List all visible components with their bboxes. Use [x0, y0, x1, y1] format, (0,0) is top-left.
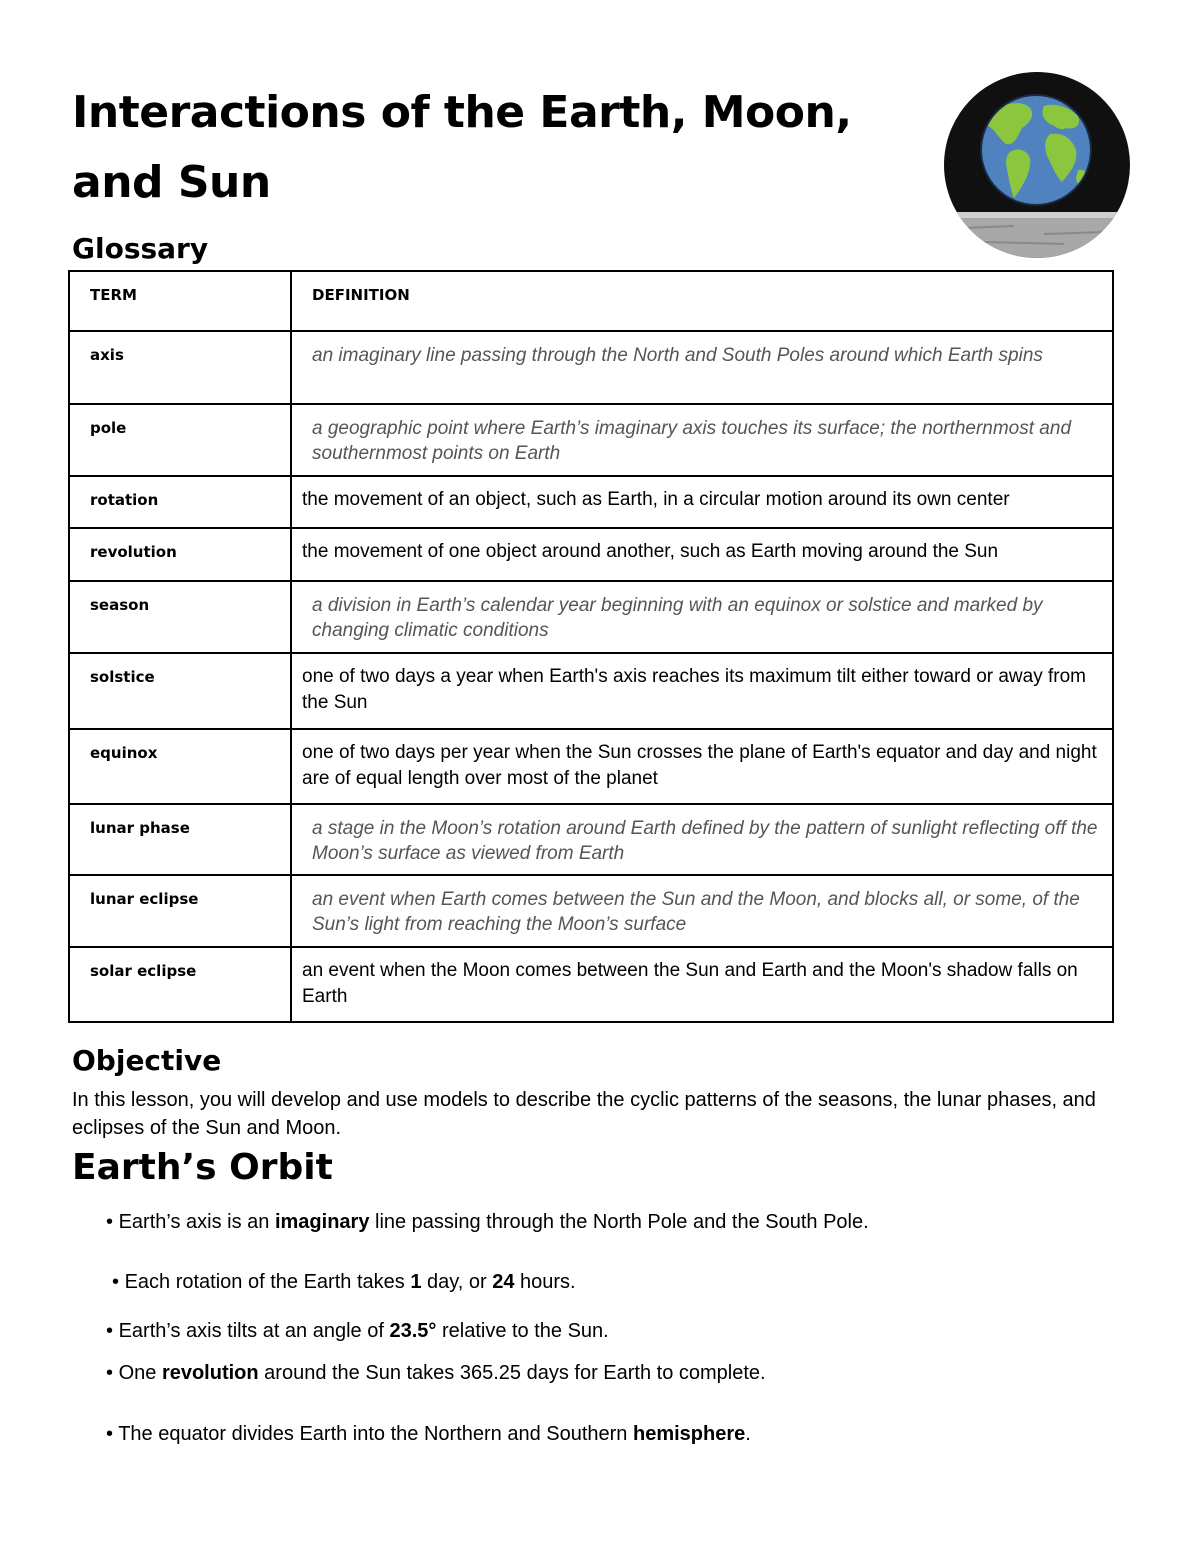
table-row — [69, 404, 1113, 476]
column-header-term: TERM — [69, 271, 291, 331]
term-cell: lunar eclipse — [69, 875, 291, 947]
bullet-bold: 1 — [410, 1271, 422, 1293]
bullet-bold: imaginary — [274, 1211, 370, 1233]
bullet-bold: 24 — [492, 1271, 515, 1293]
term-cell: lunar phase — [69, 804, 291, 875]
bullet-text: day, or — [421, 1271, 493, 1293]
bullet-text: One — [118, 1362, 162, 1384]
bullet-bold: 23.5° — [389, 1320, 437, 1342]
bullet-mark: • — [106, 1320, 114, 1342]
term-cell: pole — [69, 404, 291, 476]
bullet-text: The equator divides Earth into the Northern and Southern — [118, 1423, 633, 1445]
bullet-text: Earth’s axis is an — [118, 1211, 275, 1233]
page-title — [72, 78, 892, 218]
table-row — [69, 528, 1113, 581]
bullet-mark: • — [106, 1211, 114, 1233]
bullet-text: Each rotation of the Earth takes — [124, 1271, 411, 1293]
table-row — [69, 875, 1113, 947]
table-row — [69, 476, 1113, 528]
definition-cell: a geographic point where Earth’s imaginary axis touches its surface; the northernmost and southernmost points on Earth — [291, 404, 1113, 476]
objective-text: In this lesson, you will develop and use models to describe the cyclic patterns of the seasons, the lunar phases, and eclipses of the Sun and Moon. — [72, 1089, 1096, 1139]
earth-over-moon-icon — [944, 72, 1130, 258]
bullet-mark: • — [106, 1362, 114, 1384]
column-header-definition: DEFINITION — [291, 271, 1113, 331]
bullet-bold: hemisphere — [632, 1423, 746, 1445]
definition-cell: a division in Earth’s calendar year beginning with an equinox or solstice and marked by changing climatic conditions — [291, 581, 1113, 653]
term-cell: solstice — [69, 653, 291, 729]
glossary-table — [68, 270, 1114, 1023]
bullet-text: Earth’s axis tilts at an angle of — [118, 1320, 390, 1342]
table-row — [69, 729, 1113, 804]
table-row — [69, 804, 1113, 875]
table-row — [69, 581, 1113, 653]
bullet-text: relative to the Sun. — [436, 1320, 609, 1342]
definition-cell: an event when Earth comes between the Sun and the Moon, and blocks all, or some, of the Sun’s light from reaching the Moon’s surface — [291, 875, 1113, 947]
orbit-bullet-1 — [106, 1208, 869, 1236]
table-row — [69, 653, 1113, 729]
orbit-bullet-4 — [106, 1359, 766, 1387]
bullet-text: . — [745, 1423, 751, 1445]
bullet-text: line passing through the North Pole and the South Pole. — [369, 1211, 869, 1233]
definition-cell: the movement of one object around another, such as Earth moving around the Sun — [291, 528, 1113, 581]
definition-cell: an event when the Moon comes between the Sun and Earth and the Moon's shadow falls on Earth — [291, 947, 1113, 1022]
bullet-mark: • — [106, 1423, 114, 1445]
definition-cell: an imaginary line passing through the North and South Poles around which Earth spins — [291, 331, 1113, 404]
bullet-bold: revolution — [161, 1362, 259, 1384]
title-line-2: and Sun — [72, 157, 271, 208]
term-cell: axis — [69, 331, 291, 404]
bullet-mark: • — [112, 1271, 120, 1293]
orbit-bullet-3 — [106, 1317, 609, 1345]
definition-cell: a stage in the Moon’s rotation around Earth defined by the pattern of sunlight reflecting off the Moon’s surface as viewed from Earth — [291, 804, 1113, 875]
table-row — [69, 331, 1113, 404]
term-cell: rotation — [69, 476, 291, 528]
table-row — [69, 947, 1113, 1022]
definition-cell: the movement of an object, such as Earth, in a circular motion around its own center — [291, 476, 1113, 528]
term-cell: solar eclipse — [69, 947, 291, 1022]
term-cell: season — [69, 581, 291, 653]
definition-cell: one of two days per year when the Sun crosses the plane of Earth's equator and day and night are of equal length over most of the planet — [291, 729, 1113, 804]
glossary-header-row — [69, 271, 1113, 331]
orbit-bullet-2 — [112, 1268, 576, 1296]
term-cell: equinox — [69, 729, 291, 804]
earths-orbit-heading: Earth’s Orbit — [72, 1147, 333, 1188]
objective-heading: Objective — [72, 1044, 222, 1077]
glossary-heading: Glossary — [72, 232, 209, 265]
definition-cell: one of two days a year when Earth's axis reaches its maximum tilt either toward or away from the Sun — [291, 653, 1113, 729]
orbit-bullet-5 — [106, 1420, 751, 1448]
title-line-1: Interactions of the Earth, Moon, — [72, 87, 852, 138]
bullet-text: hours. — [514, 1271, 576, 1293]
bullet-text: around the Sun takes 365.25 days for Earth to complete. — [258, 1362, 766, 1384]
term-cell: revolution — [69, 528, 291, 581]
